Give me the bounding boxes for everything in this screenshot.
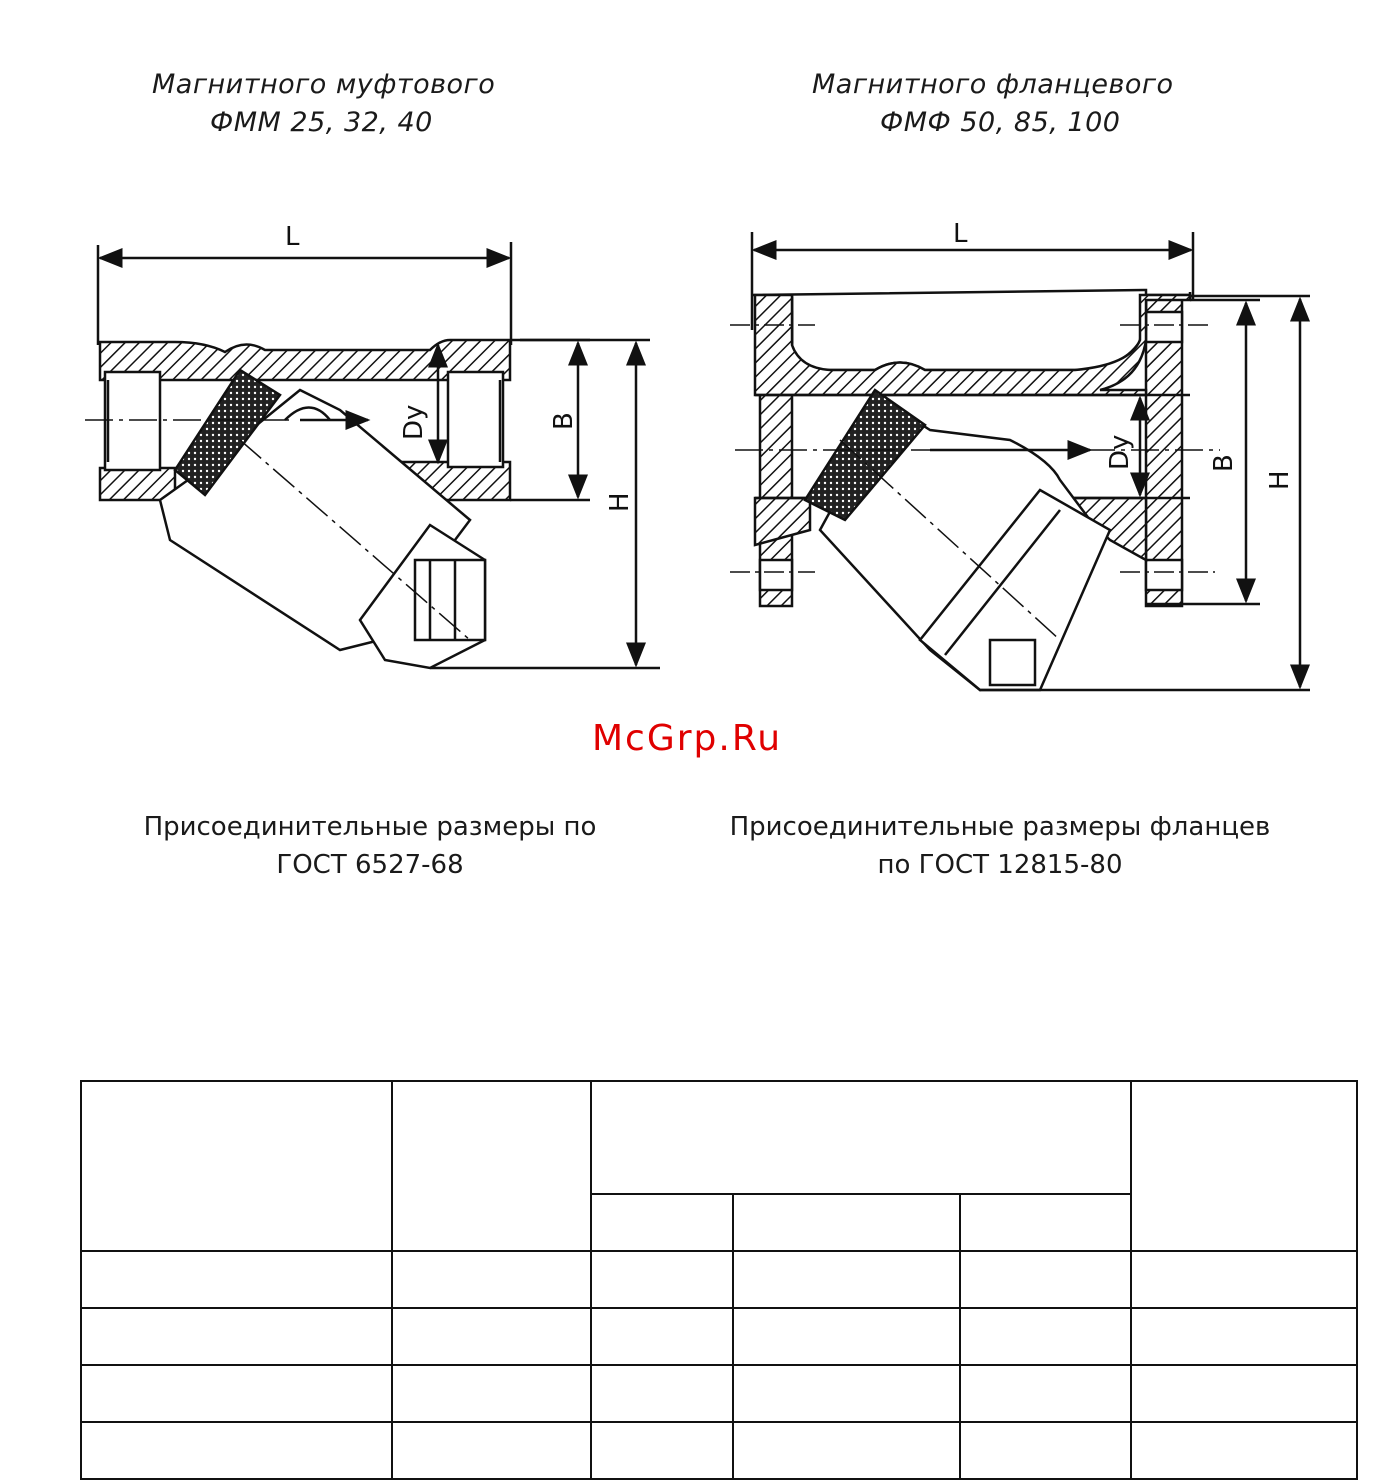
right-figure-title: Магнитного фланцевого xyxy=(812,69,1174,100)
right-dim-B: B xyxy=(1209,454,1239,472)
left-dim-B: B xyxy=(549,412,579,430)
left-note-line1: Присоединительные размеры по xyxy=(143,812,597,842)
table-subheader-cell xyxy=(733,1194,960,1251)
table-header-cell xyxy=(392,1081,591,1251)
right-dim-L: L xyxy=(953,219,968,249)
left-figure-model: ФММ 25, 32, 40 xyxy=(210,107,433,138)
left-dim-H: H xyxy=(605,492,635,512)
table-subheader-cell xyxy=(591,1194,733,1251)
table-row xyxy=(81,1365,1357,1422)
specification-table xyxy=(80,1080,1358,1480)
table-header-cell xyxy=(1131,1081,1357,1251)
table-subheader-cell xyxy=(960,1194,1131,1251)
right-dim-H: H xyxy=(1265,470,1295,490)
right-note-line2: по ГОСТ 12815-80 xyxy=(877,850,1123,880)
right-note-line1: Присоединительные размеры фланцев xyxy=(729,812,1271,842)
table-header-row xyxy=(81,1081,1357,1194)
left-note-line2: ГОСТ 6527-68 xyxy=(276,850,464,880)
left-strainer-drawing xyxy=(85,242,660,668)
right-dim-Dy: Dy xyxy=(1105,434,1135,470)
table-header-cell xyxy=(81,1081,392,1251)
left-figure-title: Магнитного муфтового xyxy=(152,69,496,100)
table-row xyxy=(81,1422,1357,1479)
table-row xyxy=(81,1308,1357,1365)
left-dim-Dy: Dy xyxy=(399,404,429,440)
left-dim-L: L xyxy=(285,222,300,252)
table-row xyxy=(81,1251,1357,1308)
right-connection-note xyxy=(690,808,1310,884)
table-header-group-cell xyxy=(591,1081,1131,1194)
left-connection-note xyxy=(100,808,640,884)
right-figure-model: ФМФ 50, 85, 100 xyxy=(880,107,1121,138)
watermark-text: McGrp.Ru xyxy=(592,718,783,759)
